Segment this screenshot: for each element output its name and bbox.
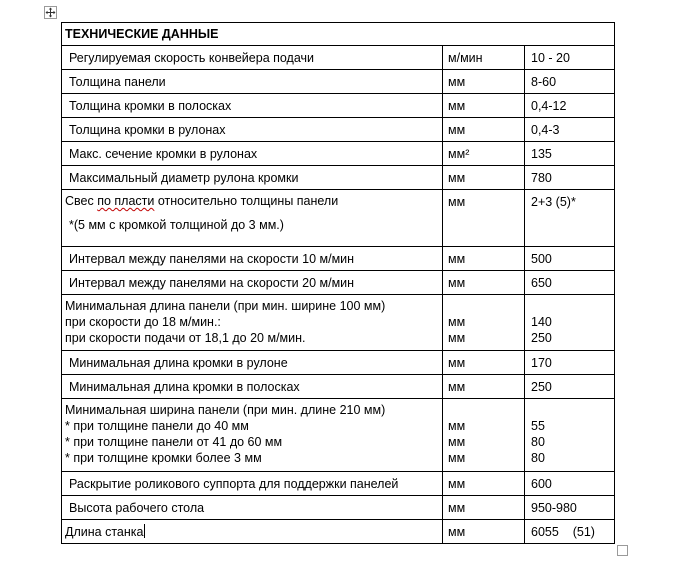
param-unit: мм [448,99,466,113]
table-title: ТЕХНИЧЕСКИЕ ДАННЫЕ [62,23,615,46]
param-name: Высота рабочего стола [69,501,205,515]
table-row [62,70,615,94]
param-unit: мм [448,525,466,539]
table-row [62,520,615,544]
param-unit: мм [448,435,466,449]
param-name: Интервал между панелями на скорости 20 м/мин [69,276,355,290]
param-note: *(5 мм с кромкой толщиной до 3 мм.) [69,218,284,232]
param-value: 8-60 [531,75,557,89]
param-value: 0,4-12 [531,99,567,113]
param-unit: мм² [448,147,470,161]
table-row [62,295,615,351]
param-name: Минимальная ширина панели (при мин. длине 210 мм) [65,403,386,417]
table-row [62,351,615,375]
param-name: Максимальный диаметр рулона кромки [69,171,299,185]
param-name: Минимальная длина кромки в рулоне [69,356,288,370]
table-row [62,142,615,166]
param-value: 6055 (51) [531,525,595,539]
param-name: Интервал между панелями на скорости 10 м/мин [69,252,355,266]
table-row [62,94,615,118]
param-unit: мм [448,331,466,345]
table-row [62,118,615,142]
param-value: 80 [531,451,545,465]
param-value: 170 [531,356,552,370]
param-subline: при скорости до 18 м/мин.: [65,315,221,329]
technical-data-table [61,22,615,544]
table-title-row [62,23,615,46]
param-unit: мм [448,75,466,89]
param-unit: мм [448,315,466,329]
param-value: 135 [531,147,552,161]
param-name: Толщина кромки в полосках [69,99,232,113]
param-value: 650 [531,276,552,290]
param-unit: мм [448,501,466,515]
text-cursor [144,524,145,538]
param-name: Минимальная длина кромки в полосках [69,380,300,394]
move-arrows-icon [45,7,56,18]
param-subline: * при толщине кромки более 3 мм [65,451,262,465]
param-name: Свес по пласти относительно толщины панели [65,194,339,208]
table-move-handle[interactable] [44,6,57,19]
spellcheck-underlined-text: по пласти [97,194,155,208]
param-name[interactable]: Длина станка [65,525,144,539]
table-row [62,190,615,247]
param-name: Толщина панели [69,75,166,89]
param-value: 2+3 (5)* [531,195,576,209]
param-name: Раскрытие роликового суппорта для поддержки панелей [69,477,399,491]
param-value: 80 [531,435,545,449]
table-row [62,472,615,496]
param-value [531,298,614,314]
param-subline: при скорости подачи от 18,1 до 20 м/мин. [65,331,306,345]
param-value: 0,4-3 [531,123,560,137]
param-unit: мм [448,195,466,209]
table-row [62,375,615,399]
param-value: 780 [531,171,552,185]
param-unit: мм [448,380,466,394]
table-resize-handle[interactable] [617,545,628,556]
param-name: Макс. сечение кромки в рулонах [69,147,258,161]
param-value: 140 [531,315,552,329]
table-row [62,46,615,70]
param-name: Толщина кромки в рулонах [69,123,226,137]
param-value: 600 [531,477,552,491]
param-unit [448,298,524,314]
param-unit: мм [448,171,466,185]
table-row [62,166,615,190]
param-value: 500 [531,252,552,266]
param-unit [448,402,524,418]
table-row [62,496,615,520]
param-value: 55 [531,419,545,433]
param-unit: мм [448,451,466,465]
param-unit: м/мин [448,51,483,65]
param-unit: мм [448,356,466,370]
param-value: 950-980 [531,501,577,515]
table-row [62,271,615,295]
param-value: 250 [531,331,552,345]
param-unit: мм [448,419,466,433]
param-unit: мм [448,276,466,290]
param-value [531,402,614,418]
param-unit: мм [448,477,466,491]
param-value: 10 - 20 [531,51,570,65]
param-name: Регулируемая скорость конвейера подачи [69,51,315,65]
param-name: Минимальная длина панели (при мин. ширине 100 мм) [65,299,386,313]
param-value: 250 [531,380,552,394]
param-unit: мм [448,252,466,266]
table-row [62,399,615,472]
table-row [62,247,615,271]
param-subline: * при толщине панели до 40 мм [65,419,249,433]
param-subline: * при толщине панели от 41 до 60 мм [65,435,283,449]
param-unit: мм [448,123,466,137]
